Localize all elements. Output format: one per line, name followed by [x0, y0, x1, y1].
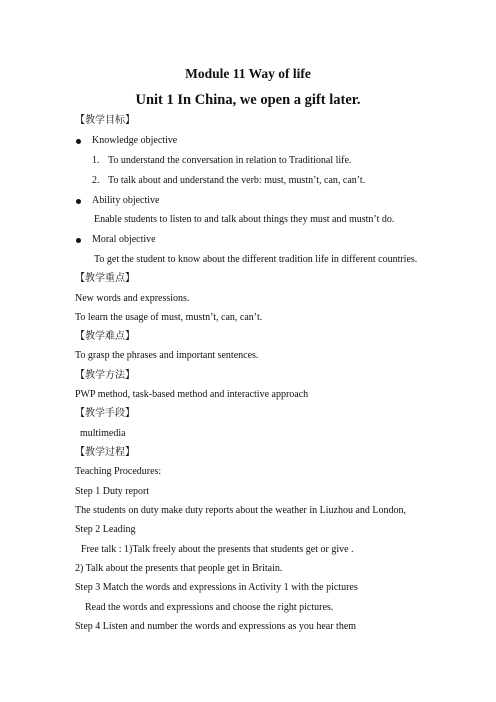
document-subtitle: Unit 1 In China, we open a gift later.	[135, 92, 361, 108]
knowledge-label: Knowledge objective	[92, 135, 178, 146]
step-line: Step 3 Match the words and expressions in Activity 1 with the pictures	[75, 582, 358, 593]
difficult-header: 【教学难点】	[75, 331, 135, 342]
step-line: 2) Talk about the presents that people get in Britain.	[75, 563, 283, 574]
document-title: Module 11 Way of life	[185, 66, 311, 81]
knowledge-item: To talk about and understand the verb: must, mustn’t, can, can’t.	[108, 175, 366, 186]
knowledge-item-number: 2.	[92, 175, 100, 186]
step-line: Read the words and expressions and choose the right pictures.	[85, 602, 334, 613]
methods-text: PWP method, task-based method and interactive approach	[75, 389, 309, 400]
difficult-text: To grasp the phrases and important sentences.	[75, 350, 259, 361]
objectives-header: 【教学目标】	[75, 115, 135, 126]
step-line: Step 1 Duty report	[75, 486, 150, 497]
means-header: 【教学手段】	[75, 408, 135, 419]
step-line: The students on duty make duty reports about the weather in Liuzhou and London,	[75, 505, 407, 516]
bullet-icon	[76, 139, 81, 144]
key-point: New words and expressions.	[75, 293, 190, 304]
ability-text: Enable students to listen to and talk about things they must and mustn’t do.	[94, 214, 395, 225]
key-point: To learn the usage of must, mustn’t, can, can’t.	[75, 312, 263, 323]
step-line: Step 2 Leading	[75, 524, 136, 535]
bullet-icon	[76, 199, 81, 204]
knowledge-item-number: 1.	[92, 155, 100, 166]
procedures-label: Teaching Procedures:	[75, 466, 162, 477]
moral-label: Moral objective	[92, 234, 156, 245]
key-points-header: 【教学重点】	[75, 273, 135, 284]
bullet-icon	[76, 238, 81, 243]
methods-header: 【教学方法】	[75, 370, 135, 381]
knowledge-item: To understand the conversation in relation to Traditional life.	[108, 155, 352, 166]
moral-text: To get the student to know about the different tradition life in different countries.	[94, 254, 418, 265]
step-line: Step 4 Listen and number the words and expressions as you hear them	[75, 621, 357, 632]
means-text: multimedia	[80, 428, 126, 439]
step-line: Free talk : 1)Talk freely about the presents that students get or give .	[81, 544, 354, 555]
ability-label: Ability objective	[92, 195, 160, 206]
process-header: 【教学过程】	[75, 447, 135, 458]
